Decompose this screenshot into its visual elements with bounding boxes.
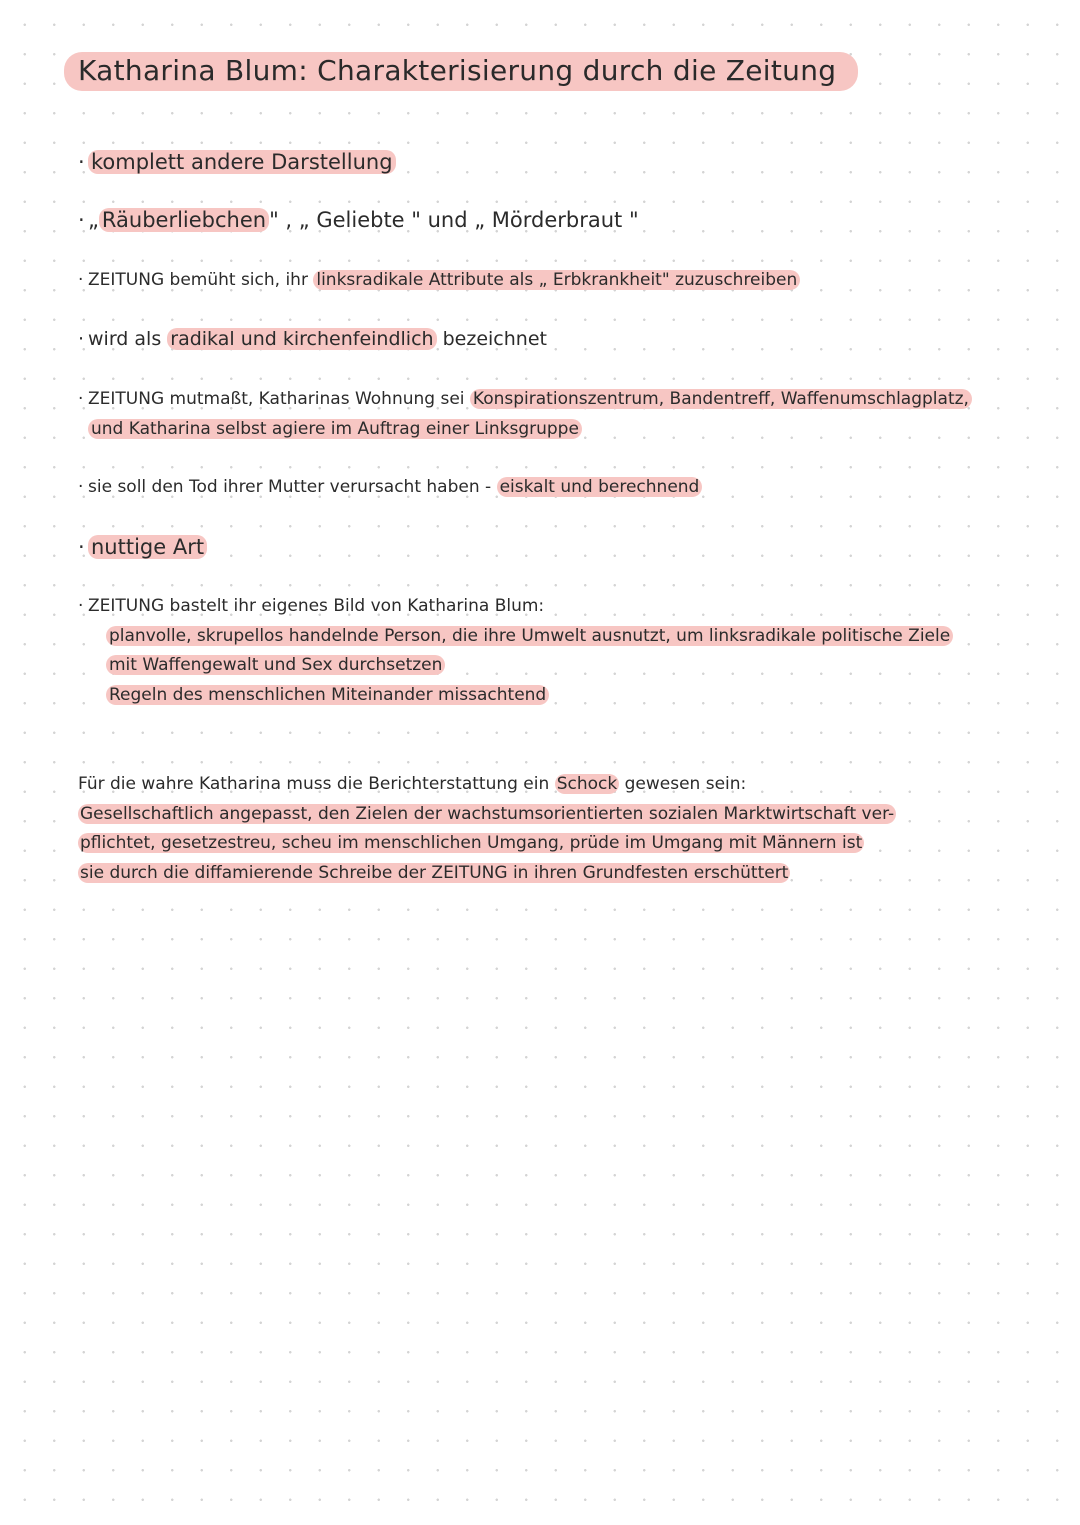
sub-line-rules: [106, 685, 549, 705]
bullet-text: [88, 270, 800, 290]
paragraph-line-1: [78, 774, 746, 794]
bullet-mother: · sie soll den Tod ihrer Mutter verursacht haben - eiskalt und berechnend: [78, 477, 702, 497]
paragraph-text: [78, 833, 864, 853]
highlighted-text: mit Waffengewalt und Sex durchsetzen: [106, 655, 445, 675]
plain-text: " , „ Geliebte " und „ Mörderbraut ": [269, 208, 639, 232]
highlighted-text: Schock: [556, 774, 618, 794]
bullet-text: [88, 389, 972, 409]
bullet-hereditary: · ZEITUNG bemüht sich, ihr linksradikale Attribute als „ Erbkrankheit" zuzuschreiben: [78, 270, 800, 290]
bullet-text: [88, 535, 207, 559]
bullet-complete-different: · komplett andere Darstellung: [78, 150, 396, 174]
title-text: Katharina Blum: Charakterisierung durch die Zeitung: [64, 52, 858, 91]
bullet-image: · ZEITUNG bastelt ihr eigenes Bild von Katharina Blum:: [78, 596, 545, 616]
sub-line-text: [106, 655, 445, 675]
bullet-manner: · nuttige Art: [78, 535, 207, 559]
highlighted-text: Konspirationszentrum, Bandentreff, Waffenumschlagplatz,: [470, 389, 972, 409]
bullet-nicknames: · „ Räuberliebchen " , „ Geliebte " und „ Mörderbraut ": [78, 208, 639, 232]
highlighted-text: planvolle, skrupellos handelnde Person, die ihre Umwelt ausnutzt, um linksradikale politische Ziele: [106, 626, 953, 646]
bullet-text: [88, 208, 639, 232]
sub-line-weapons: [106, 655, 445, 675]
sub-line-person: [106, 626, 953, 646]
bullet-apartment-line1: · ZEITUNG mutmaßt, Katharinas Wohnung sei Konspirationszentrum, Bandentreff, Waffenumschlagplatz,: [78, 389, 972, 409]
highlighted-text: Gesellschaftlich angepasst, den Zielen der wachstumsorientierten sozialen Marktwirtschaft ver-: [80, 804, 895, 824]
paragraph-text: [78, 863, 790, 883]
plain-text: bezeichnet: [436, 328, 547, 350]
plain-text: ZEITUNG mutmaßt, Katharinas Wohnung sei: [88, 389, 470, 409]
bullet-text: [88, 328, 547, 350]
paragraph-line-4: [78, 863, 790, 883]
plain-text: ZEITUNG bastelt ihr eigenes Bild von Katharina Blum:: [88, 596, 545, 616]
page-title: [64, 54, 858, 87]
plain-text: sie soll den Tod ihrer Mutter verursacht haben -: [88, 477, 497, 497]
bullet-radical: · wird als radikal und kirchenfeindlich bezeichnet: [78, 328, 547, 350]
plain-text: wird als: [88, 328, 168, 350]
plain-text: Für die wahre Katharina muss die Berichterstattung ein: [78, 774, 555, 794]
plain-text: „: [88, 208, 99, 232]
paragraph-line-2: [78, 804, 896, 824]
highlighted-text: linksradikale Attribute als „ Erbkrankheit" zuzuschreiben: [313, 270, 800, 290]
plain-text: ZEITUNG bemüht sich, ihr: [88, 270, 314, 290]
highlighted-text: und Katharina selbst agiere im Auftrag einer Linksgruppe: [88, 419, 582, 439]
paragraph-text: [78, 774, 746, 794]
highlighted-text: eiskalt und berechnend: [497, 477, 703, 497]
bullet-text: [88, 477, 702, 497]
bullet-text: [88, 596, 544, 616]
highlighted-text: radikal und kirchenfeindlich: [167, 328, 436, 350]
bullet-text: [88, 150, 396, 174]
sub-line-text: [106, 685, 549, 705]
highlighted-text: sie durch die diffamierende Schreibe der ZEITUNG in ihren Grundfesten erschüttert: [80, 863, 789, 883]
sub-line-text: [106, 626, 953, 646]
bullet-apartment-line2: [88, 419, 582, 439]
highlighted-text: nuttige Art: [88, 535, 207, 559]
highlighted-text: komplett andere Darstellung: [88, 150, 396, 174]
highlighted-text: Regeln des menschlichen Miteinander missachtend: [106, 685, 549, 705]
highlighted-text: pflichtet, gesetzestreu, scheu im menschlichen Umgang, prüde im Umgang mit Männern ist: [80, 833, 863, 853]
highlighted-text: Räuberliebchen: [99, 208, 269, 232]
plain-text: gewesen sein:: [619, 774, 747, 794]
bullet-text: [88, 419, 582, 439]
paragraph-line-3: [78, 833, 864, 853]
paragraph-text: [78, 804, 896, 824]
